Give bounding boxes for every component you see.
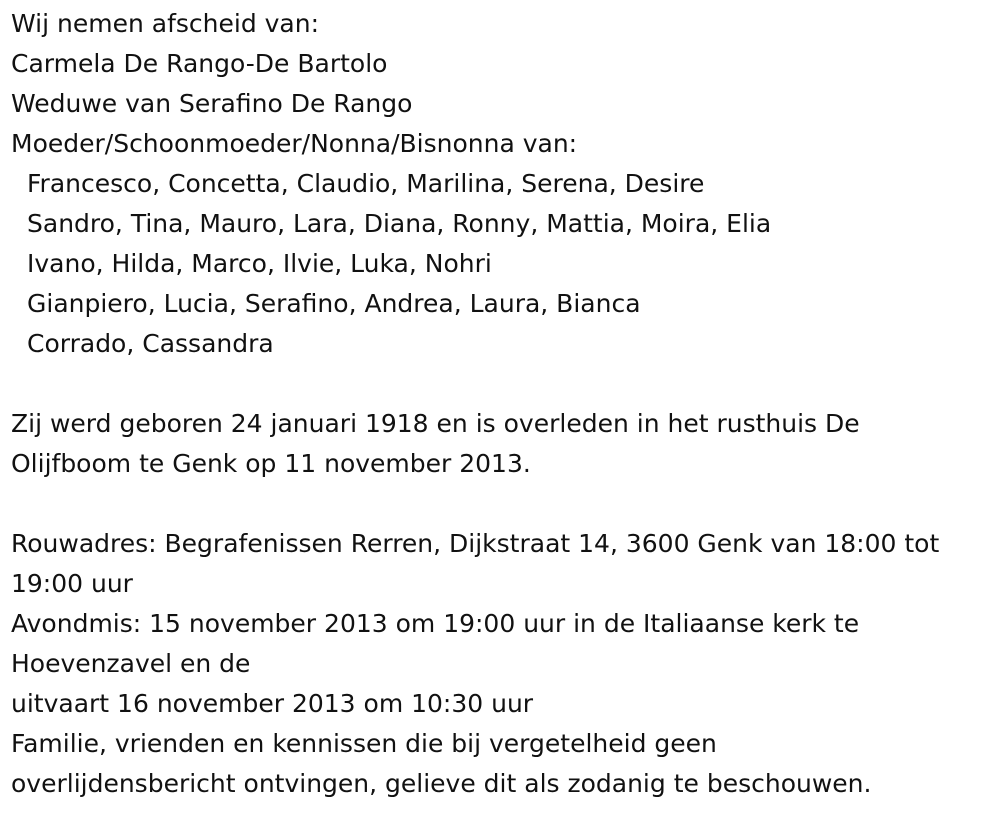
born-died-line: Zij werd geboren 24 januari 1918 en is overleden in het rusthuis De [11,409,860,438]
intro-line: Wij nemen afscheid van: [11,9,320,38]
details-line: Rouwadres: Begrafenissen Rerren, Dijkstraat 14, 3600 Genk van 18:00 tot [11,529,940,558]
details-line: Hoevenzavel en de [11,649,251,678]
family-line: Gianpiero, Lucia, Serafino, Andrea, Laura, Bianca [27,289,641,318]
death-notice-text [11,4,996,804]
details-line: uitvaart 16 november 2013 om 10:30 uur [11,689,534,718]
family-line: Francesco, Concetta, Claudio, Marilina, Serena, Desire [27,169,705,198]
details-line: 19:00 uur [11,569,133,598]
family-line: Sandro, Tina, Mauro, Lara, Diana, Ronny, Mattia, Moira, Elia [27,209,772,238]
born-died-line: Olijfboom te Genk op 11 november 2013. [11,449,531,478]
details-line: Avondmis: 15 november 2013 om 19:00 uur in de Italiaanse kerk te [11,609,860,638]
paragraph-spacer [11,484,996,524]
deceased-name: Carmela De Rango-De Bartolo [11,49,388,78]
details-line: overlijdensbericht ontvingen, gelieve dit als zodanig te beschouwen. [11,769,872,798]
family-line: Corrado, Cassandra [27,329,274,358]
widow-of-line: Weduwe van Serafino De Rango [11,89,413,118]
relation-line: Moeder/Schoonmoeder/Nonna/Bisnonna van: [11,129,578,158]
details-line: Familie, vrienden en kennissen die bij vergetelheid geen [11,729,717,758]
paragraph-spacer [11,364,996,404]
family-line: Ivano, Hilda, Marco, Ilvie, Luka, Nohri [27,249,492,278]
